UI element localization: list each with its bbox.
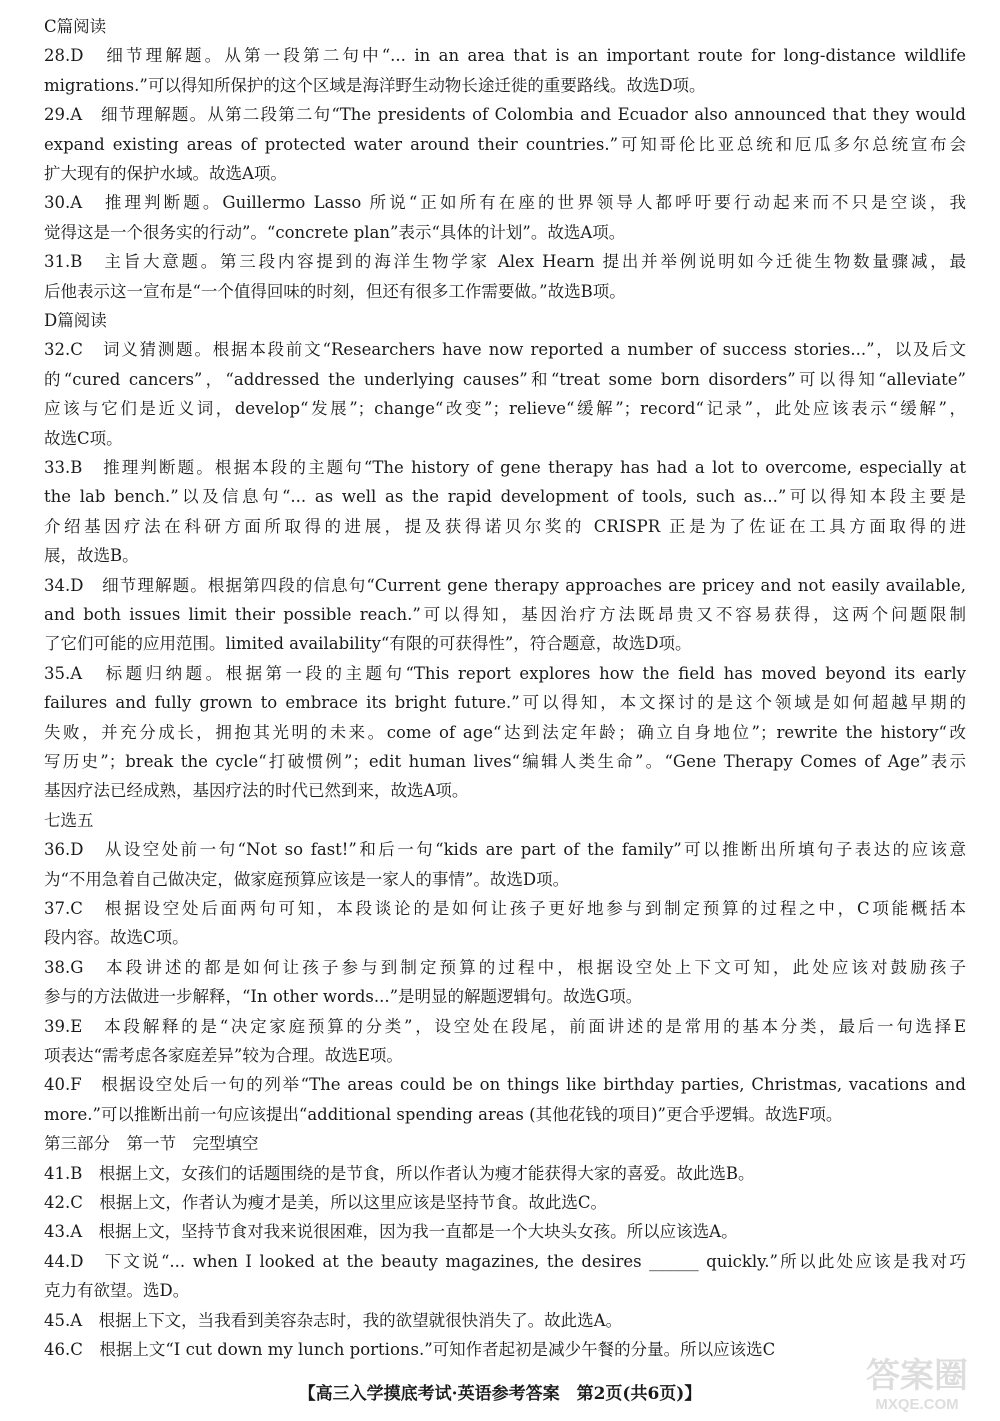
answer-line: 后他表示这一宣布是“一个值得回味的时刻，但还有很多工作需要做。”故选B项。 <box>44 281 626 301</box>
answer-line: 38.G 本段讲述的都是如何让孩子参与到制定预算的过程中，根据设空处上下文可知，此处应该对鼓励孩子 <box>44 957 966 977</box>
answer-line: the lab bench.”以及信息句“... as well as the rapid development of tools, such as...”可以得知本段主要是 <box>44 487 966 507</box>
page-footer: 【高三入学摸底考试·英语参考答案 第2页(共6页)】 <box>298 1384 702 1404</box>
answer-line: 43.A 根据上文，坚持节食对我来说很困难，因为我一直都是一个大块头女孩。所以应该选A。 <box>44 1222 738 1242</box>
answer-line: 介绍基因疗法在科研方面所取得的进展，提及获得诺贝尔奖的 CRISPR 正是为了佐证在工具方面取得的进 <box>44 516 966 536</box>
answer-line: C篇阅读 <box>44 17 107 36</box>
answer-line: and both issues limit their possible reach.”可以得知，基因治疗方法既昂贵又不容易获得，这两个问题限制 <box>44 605 966 624</box>
answer-line: 35.A 标题归纳题。根据第一段的主题句“This report explores how the field has moved beyond its early <box>44 663 966 683</box>
answer-line: 为“不用急着自己做决定，做家庭预算应该是一家人的事情”。故选D项。 <box>44 869 570 889</box>
answer-line: 应该与它们是近义词，develop“发展”；change“改变”；relieve“缓解”；record“记录”，此处应该表示“缓解”， <box>44 399 966 419</box>
answer-line: 42.C 根据上文，作者认为瘦才是美，所以这里应该是坚持节食。故此选C。 <box>44 1193 607 1212</box>
answer-line: 写历史”；break the cycle“打破惯例”；edit human lives“编辑人类生命”。“Gene Therapy Comes of Age”表示 <box>44 752 966 771</box>
answer-line: 段内容。故选C项。 <box>44 928 189 948</box>
answer-line: 30.A 推理判断题。Guillermo Lasso 所说“正如所有在座的世界领导人都呼吁要行动起来而不只是空谈，我 <box>44 193 966 213</box>
answer-line: 参与的方法做进一步解释，“In other words...”是明显的解题逻辑句。故选G项。 <box>44 987 643 1007</box>
answer-line: 七选五 <box>44 810 94 830</box>
answer-line: 34.D 细节理解题。根据第四段的信息句“Current gene therapy approaches are pricey and not easily available, <box>44 575 966 595</box>
svg-text:MXQE.COM: MXQE.COM <box>875 1396 959 1413</box>
answer-line: 32.C 词义猜测题。根据本段前文“Researchers have now reported a number of success stories...”，以及后文 <box>44 340 966 360</box>
answer-line: 扩大现有的保护水域。故选A项。 <box>44 164 287 183</box>
answer-line: 基因疗法已经成熟，基因疗法的时代已然到来，故选A项。 <box>44 781 469 801</box>
svg-text:答案圈: 答案圈 <box>866 1357 968 1395</box>
answer-line: 失败，并充分成长，拥抱其光明的未来。come of age“达到法定年龄；确立自身地位”；rewrite the history“改 <box>44 722 966 742</box>
answer-line: D篇阅读 <box>44 311 107 330</box>
answer-line: 了它们可能的应用范围。limited availability“有限的可获得性”，符合题意，故选D项。 <box>44 634 692 654</box>
answer-line: 克力有欲望。选D。 <box>44 1281 190 1301</box>
answer-line: 36.D 从设空处前一句“Not so fast!”和后一句“kids are part of the family”可以推断出所填句子表达的应该意 <box>44 840 966 860</box>
answer-line: 展，故选B。 <box>44 546 139 566</box>
answer-line: migrations.”可以得知所保护的这个区域是海洋野生动物长途迁徙的重要路线。故选D项。 <box>44 75 706 95</box>
answer-line: 40.F 根据设空处后一句的列举“The areas could be on things like birthday parties, Christmas, vacations and <box>44 1075 966 1095</box>
answer-line: 45.A 根据上下文，当我看到美容杂志时，我的欲望就很快消失了。故此选A。 <box>44 1310 623 1330</box>
answer-line: 28.D 细节理解题。从第一段第二句中“... in an area that is an important route for long-distance wildlife <box>44 46 966 66</box>
answer-line: 觉得这是一个很务实的行动”。“concrete plan”表示“具体的计划”。故选A项。 <box>44 222 626 242</box>
answer-line: 39.E 本段解释的是“决定家庭预算的分类”，设空处在段尾，前面讲述的是常用的基本分类，最后一句选择E <box>44 1016 966 1036</box>
answer-line: 33.B 推理判断题。根据本段的主题句“The history of gene therapy has had a lot to overcome, especially at <box>44 458 966 477</box>
answer-line: 的“cured cancers”，“addressed the underlying causes”和“treat some born disorders”可以得知“alleviate” <box>44 369 966 389</box>
answer-line: 31.B 主旨大意题。第三段内容提到的海洋生物学家 Alex Hearn 提出并举例说明如今迁徙生物数量骤减，最 <box>44 252 966 272</box>
watermark-logo <box>842 1345 992 1415</box>
answer-line: 44.D 下文说“... when I looked at the beauty magazines, the desires ______ quickly.”所以此处应该是我对巧 <box>44 1251 966 1271</box>
answer-line: more.”可以推断出前一句应该提出“additional spending areas (其他花钱的项目)”更合乎逻辑。故选F项。 <box>44 1104 843 1124</box>
answer-line: failures and fully grown to embrace its bright future.”可以得知，本文探讨的是这个领域是如何超越早期的 <box>44 693 966 713</box>
answer-line: expand existing areas of protected water around their countries.”可知哥伦比亚总统和厄瓜多尔总统宣布会 <box>44 134 966 154</box>
answer-line: 故选C项。 <box>44 428 123 448</box>
answer-line: 第三部分 第一节 完型填空 <box>44 1134 259 1154</box>
answer-line: 37.C 根据设空处后面两句可知，本段谈论的是如何让孩子更好地参与到制定预算的过程之中，C项能概括本 <box>44 899 966 918</box>
answer-line: 项表达“需考虑各家庭差异”较为合理。故选E项。 <box>44 1046 403 1065</box>
answer-line: 41.B 根据上文，女孩们的话题围绕的是节食，所以作者认为瘦才能获得大家的喜爱。故此选B。 <box>44 1163 755 1183</box>
answer-line: 46.C 根据上文“I cut down my lunch portions.”可知作者起初是减少午餐的分量。所以应该选C <box>44 1340 776 1359</box>
answer-line: 29.A 细节理解题。从第二段第二句“The presidents of Colombia and Ecuador also announced that they would <box>44 105 966 125</box>
